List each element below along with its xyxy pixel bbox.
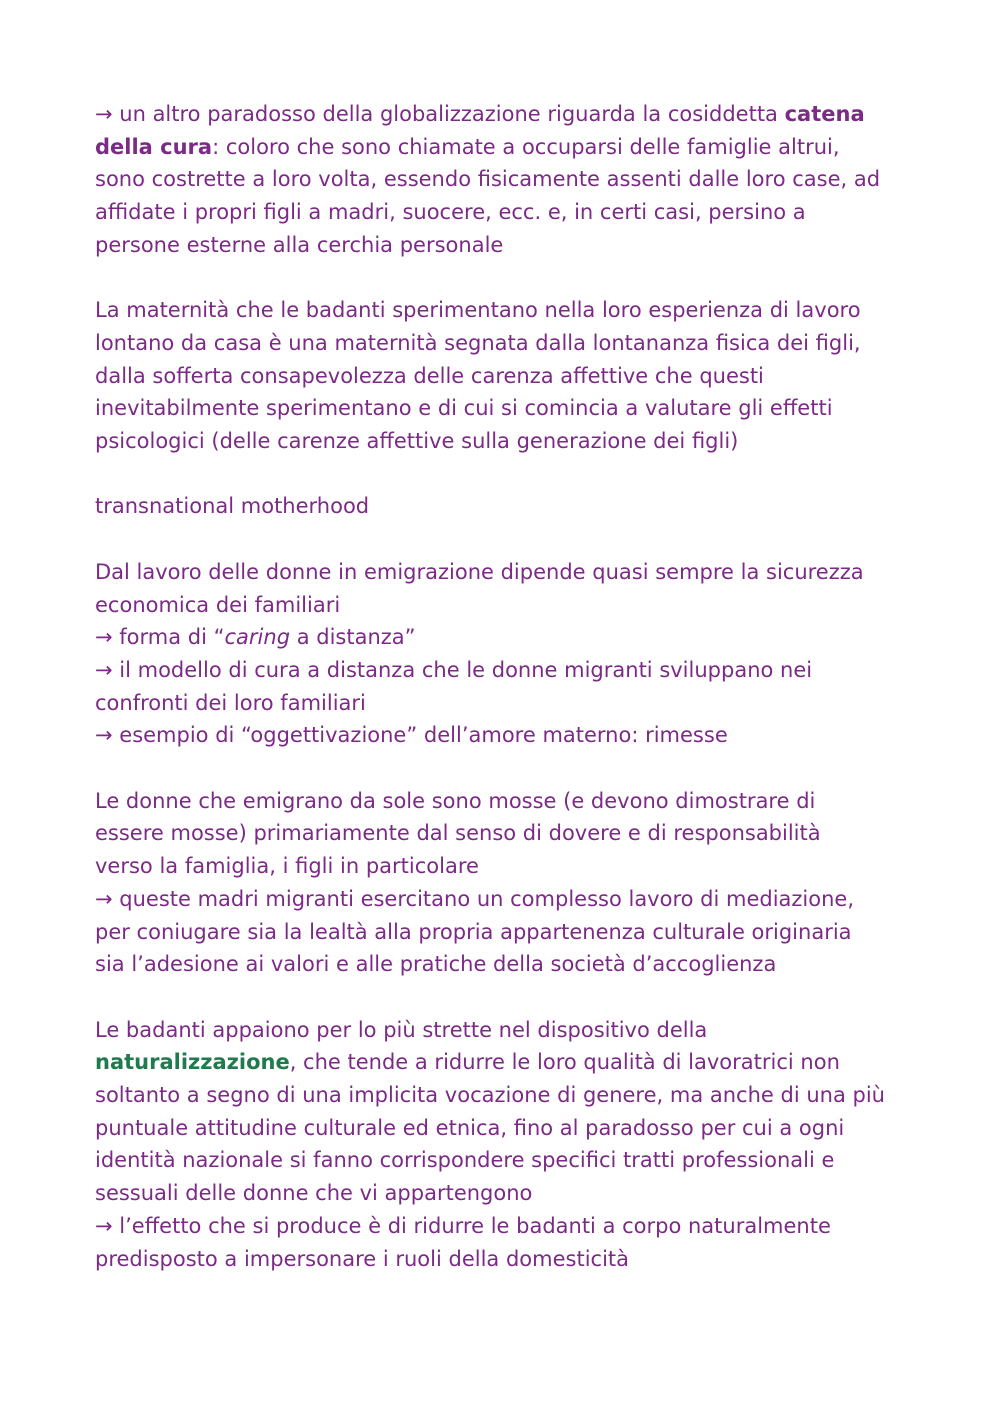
text-line: predisposto a impersonare i ruoli della domesticità xyxy=(95,1246,630,1271)
text-run: a distanza” xyxy=(290,625,416,650)
term-naturalizzazione: naturalizzazione xyxy=(95,1050,290,1075)
term-della-cura: della cura xyxy=(95,134,213,159)
text-line: → esempio di “oggettivazione” dell’amore materno: rimesse xyxy=(95,723,728,748)
text-line: economica dei familiari xyxy=(95,592,341,617)
text-line: Le donne che emigrano da sole sono mosse (e devono dimostrare di xyxy=(95,788,816,813)
text-line xyxy=(95,98,915,131)
text-line xyxy=(95,131,915,164)
text-line: affidate i propri figli a madri, suocere, ecc. e, in certi casi, persino a xyxy=(95,200,806,225)
document-page xyxy=(95,98,915,1308)
text-line: sia l’adesione ai valori e alle pratiche della società d’accoglienza xyxy=(95,952,777,977)
text-line xyxy=(95,621,915,654)
text-run: → forma di “ xyxy=(95,625,225,650)
text-run: : coloro che sono chiamate a occuparsi delle famiglie altrui, xyxy=(212,134,840,159)
term-caring: caring xyxy=(224,625,291,650)
text-line: essere mosse) primariamente dal senso di dovere e di responsabilità xyxy=(95,821,821,846)
text-line: La maternità che le badanti sperimentano nella loro esperienza di lavoro xyxy=(95,298,861,323)
text-line: verso la famiglia, i figli in particolare xyxy=(95,854,479,879)
term-catena: catena xyxy=(784,102,865,126)
text-line: puntuale attitudine culturale ed etnica, fino al paradosso per cui a ogni xyxy=(95,1115,845,1140)
text-line xyxy=(95,1046,915,1079)
text-line: lontano da casa è una maternità segnata dalla lontananza fisica dei figli, xyxy=(95,330,861,355)
text-line: → il modello di cura a distanza che le donne migranti sviluppano nei xyxy=(95,657,813,682)
text-line: Le badanti appaiono per lo più strette nel dispositivo della xyxy=(95,1017,708,1042)
text-run: → un altro paradosso della globalizzazione riguarda la cosiddetta xyxy=(95,102,785,126)
text-line: confronti dei loro familiari xyxy=(95,690,366,715)
paragraph-catena-della-cura xyxy=(95,98,915,262)
text-line: soltanto a segno di una implicita vocazione di genere, ma anche di una più xyxy=(95,1083,885,1108)
text-line: → queste madri migranti esercitano un complesso lavoro di mediazione, xyxy=(95,886,855,911)
text-line: sono costrette a loro volta, essendo fisicamente assenti dalle loro case, ad xyxy=(95,167,881,192)
paragraph-naturalizzazione xyxy=(95,1014,915,1276)
text-line: transnational motherhood xyxy=(95,494,370,519)
paragraph-transnational-motherhood xyxy=(95,490,915,523)
paragraph-maternita xyxy=(95,294,915,458)
paragraph-lavoro-emigrazione xyxy=(95,556,915,752)
text-run: , che tende a ridurre le loro qualità di lavoratrici non xyxy=(289,1050,840,1075)
text-line: persone esterne alla cerchia personale xyxy=(95,232,504,257)
text-line: Dal lavoro delle donne in emigrazione dipende quasi sempre la sicurezza xyxy=(95,559,864,584)
text-line: → l’effetto che si produce è di ridurre le badanti a corpo naturalmente xyxy=(95,1213,831,1238)
text-line: inevitabilmente sperimentano e di cui si comincia a valutare gli effetti xyxy=(95,396,833,421)
text-line: psicologici (delle carenze affettive sulla generazione dei figli) xyxy=(95,429,739,454)
text-line: dalla sofferta consapevolezza delle carenza affettive che questi xyxy=(95,363,764,388)
text-line: sessuali delle donne che vi appartengono xyxy=(95,1181,533,1206)
text-line: per coniugare sia la lealtà alla propria appartenenza culturale originaria xyxy=(95,919,852,944)
paragraph-donne-che-emigrano xyxy=(95,785,915,981)
text-line: identità nazionale si fanno corrispondere specifici tratti professionali e xyxy=(95,1148,835,1173)
